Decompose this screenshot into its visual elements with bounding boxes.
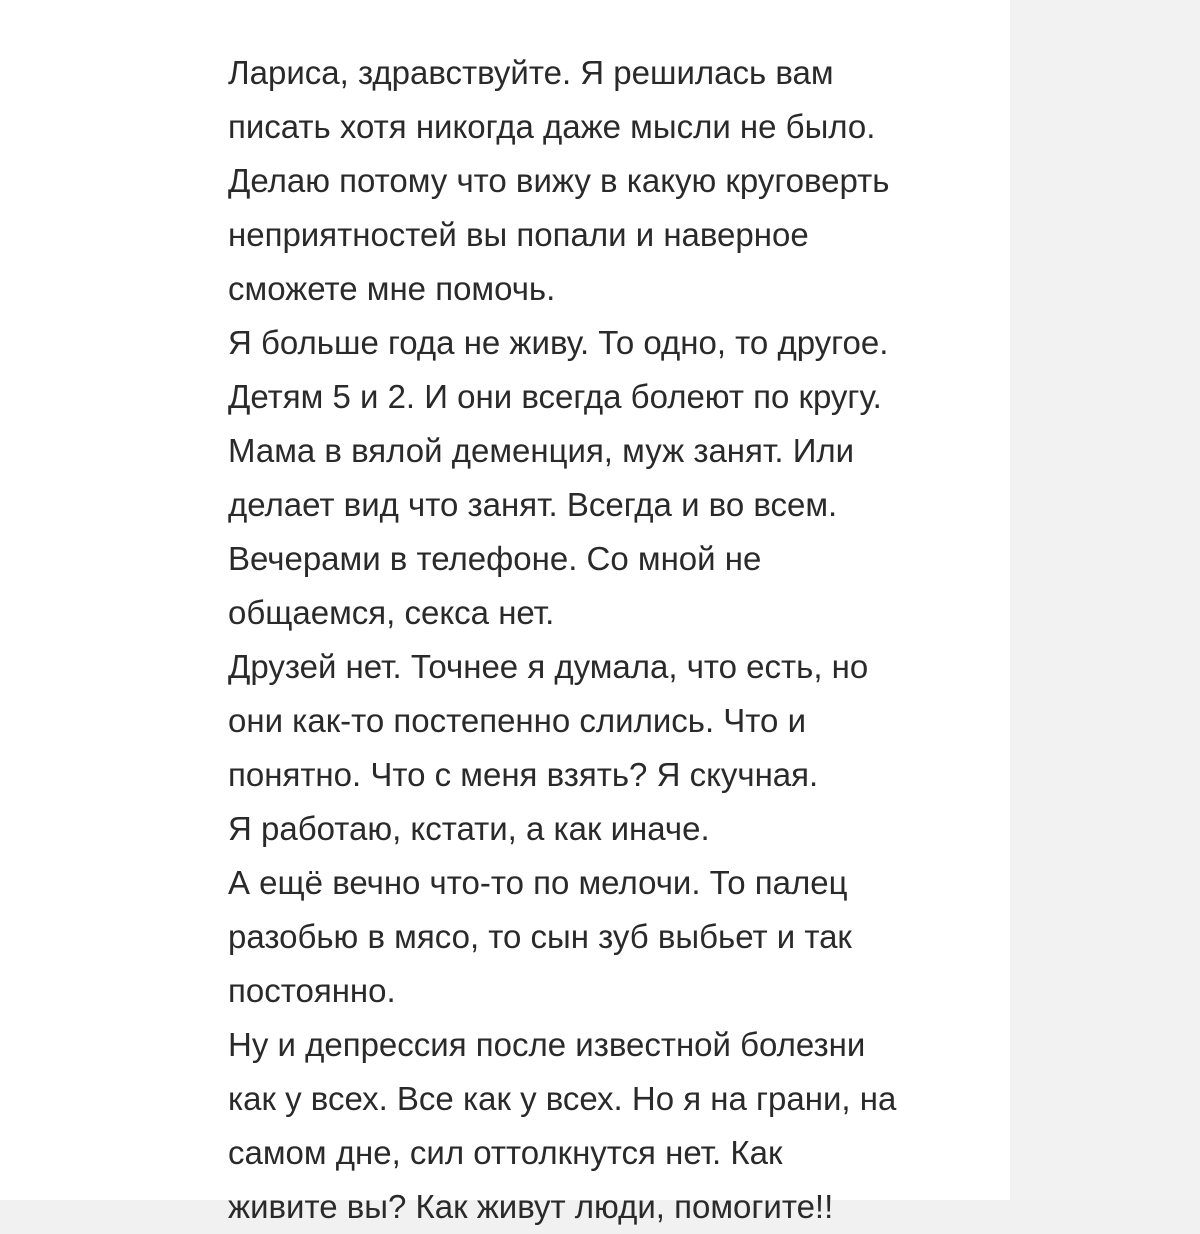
text-line: писать хотя никогда даже мысли не было. <box>228 108 876 145</box>
text-line: как у всех. Все как у всех. Но я на грани, на <box>228 1080 897 1117</box>
text-line: живите вы? Как живут люди, помогите!! <box>228 1188 834 1225</box>
text-line: они как-то постепенно слились. Что и <box>228 702 806 739</box>
right-margin <box>1010 0 1200 1200</box>
text-line: постоянно. <box>228 972 396 1009</box>
text-line: Друзей нет. Точнее я думала, что есть, но <box>228 648 869 685</box>
text-line: Мама в вялой деменция, муж занят. Или <box>228 432 855 469</box>
text-line: общаемся, секса нет. <box>228 594 555 631</box>
text-line: Делаю потому что вижу в какую круговерть <box>228 162 890 199</box>
text-line: понятно. Что с меня взять? Я скучная. <box>228 756 819 793</box>
text-line: Детям 5 и 2. И они всегда болеют по кругу. <box>228 378 882 415</box>
text-line: разобью в мясо, то сын зуб выбьет и так <box>228 918 852 955</box>
text-line: сможете мне помочь. <box>228 270 556 307</box>
letter-text <box>228 46 1008 1234</box>
text-line: самом дне, сил оттолкнутся нет. Как <box>228 1134 783 1171</box>
text-line: Я больше года не живу. То одно, то другое. <box>228 324 889 361</box>
text-line: Вечерами в телефоне. Со мной не <box>228 540 762 577</box>
text-line: делает вид что занят. Всегда и во всем. <box>228 486 838 523</box>
text-line: Ну и депрессия после известной болезни <box>228 1026 866 1063</box>
text-line: Лариса, здравствуйте. Я решилась вам <box>228 54 834 91</box>
text-line: неприятностей вы попали и наверное <box>228 216 809 253</box>
text-line: Я работаю, кстати, а как иначе. <box>228 810 710 847</box>
text-line: А ещё вечно что-то по мелочи. То палец <box>228 864 848 901</box>
